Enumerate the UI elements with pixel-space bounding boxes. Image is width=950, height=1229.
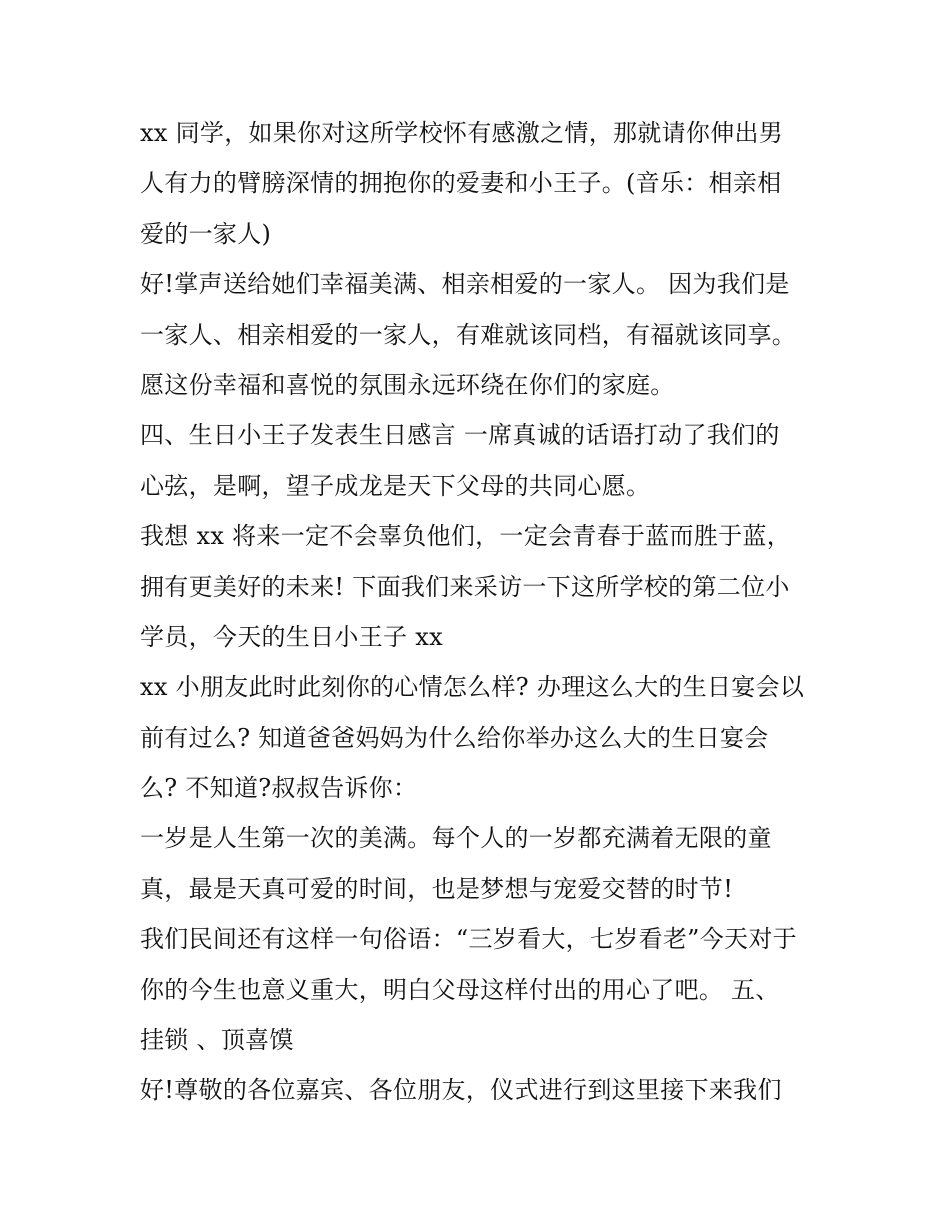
- document-body: [140, 108, 820, 1116]
- text-line: 人有力的臂膀深情的拥抱你的爱妻和小王子。(音乐：相亲相: [140, 169, 782, 198]
- text-line: 拥有更美好的未来! 下面我们来采访一下这所学校的第二位小: [140, 572, 790, 601]
- text-line: 愿这份幸福和喜悦的氛围永远环绕在你们的家庭。: [140, 370, 675, 399]
- text-line: xx 小朋友此时此刻你的心情怎么样? 办理这么大的生日宴会以: [140, 673, 805, 702]
- text-line: 前有过么? 知道爸爸妈妈为什么给你举办这么大的生日宴会: [140, 723, 769, 752]
- text-line: 四、生日小王子发表生日感言 一席真诚的话语打动了我们的: [140, 421, 780, 450]
- text-line: 真，最是天真可爱的时间，也是梦想与宠爱交替的时节!: [140, 874, 734, 903]
- text-line: 心弦，是啊，望子成龙是天下父母的共同心愿。: [140, 471, 651, 500]
- text-line: 好!尊敬的各位嘉宾、各位朋友，仪式进行到这里接下来我们: [140, 1076, 782, 1105]
- text-line: 么? 不知道?叔叔告诉你：: [140, 774, 418, 803]
- text-line: xx 同学，如果你对这所学校怀有感激之情，那就请你伸出男: [140, 119, 784, 147]
- text-line: 挂锁 、顶喜馍: [140, 1026, 294, 1055]
- text-line: 一岁是人生第一次的美满。每个人的一岁都充满着无限的童: [140, 824, 772, 853]
- text-line: 我们民间还有这样一句俗语：“三岁看大，七岁看老”今天对于: [140, 925, 797, 954]
- text-line: 学员，今天的生日小王子 xx: [140, 622, 443, 651]
- text-line: 你的今生也意义重大，明白父母这样付出的用心了吧。 五、: [140, 975, 780, 1004]
- text-line: 爱的一家人): [140, 219, 272, 248]
- text-line: 一家人、相亲相爱的一家人，有难就该同档，有福就该同享。: [140, 320, 797, 349]
- text-line: 好!掌声送给她们幸福美满、相亲相爱的一家人。 因为我们是: [140, 270, 790, 299]
- text-line: 我想 xx 将来一定不会辜负他们，一定会青春于蓝而胜于蓝，: [140, 522, 792, 551]
